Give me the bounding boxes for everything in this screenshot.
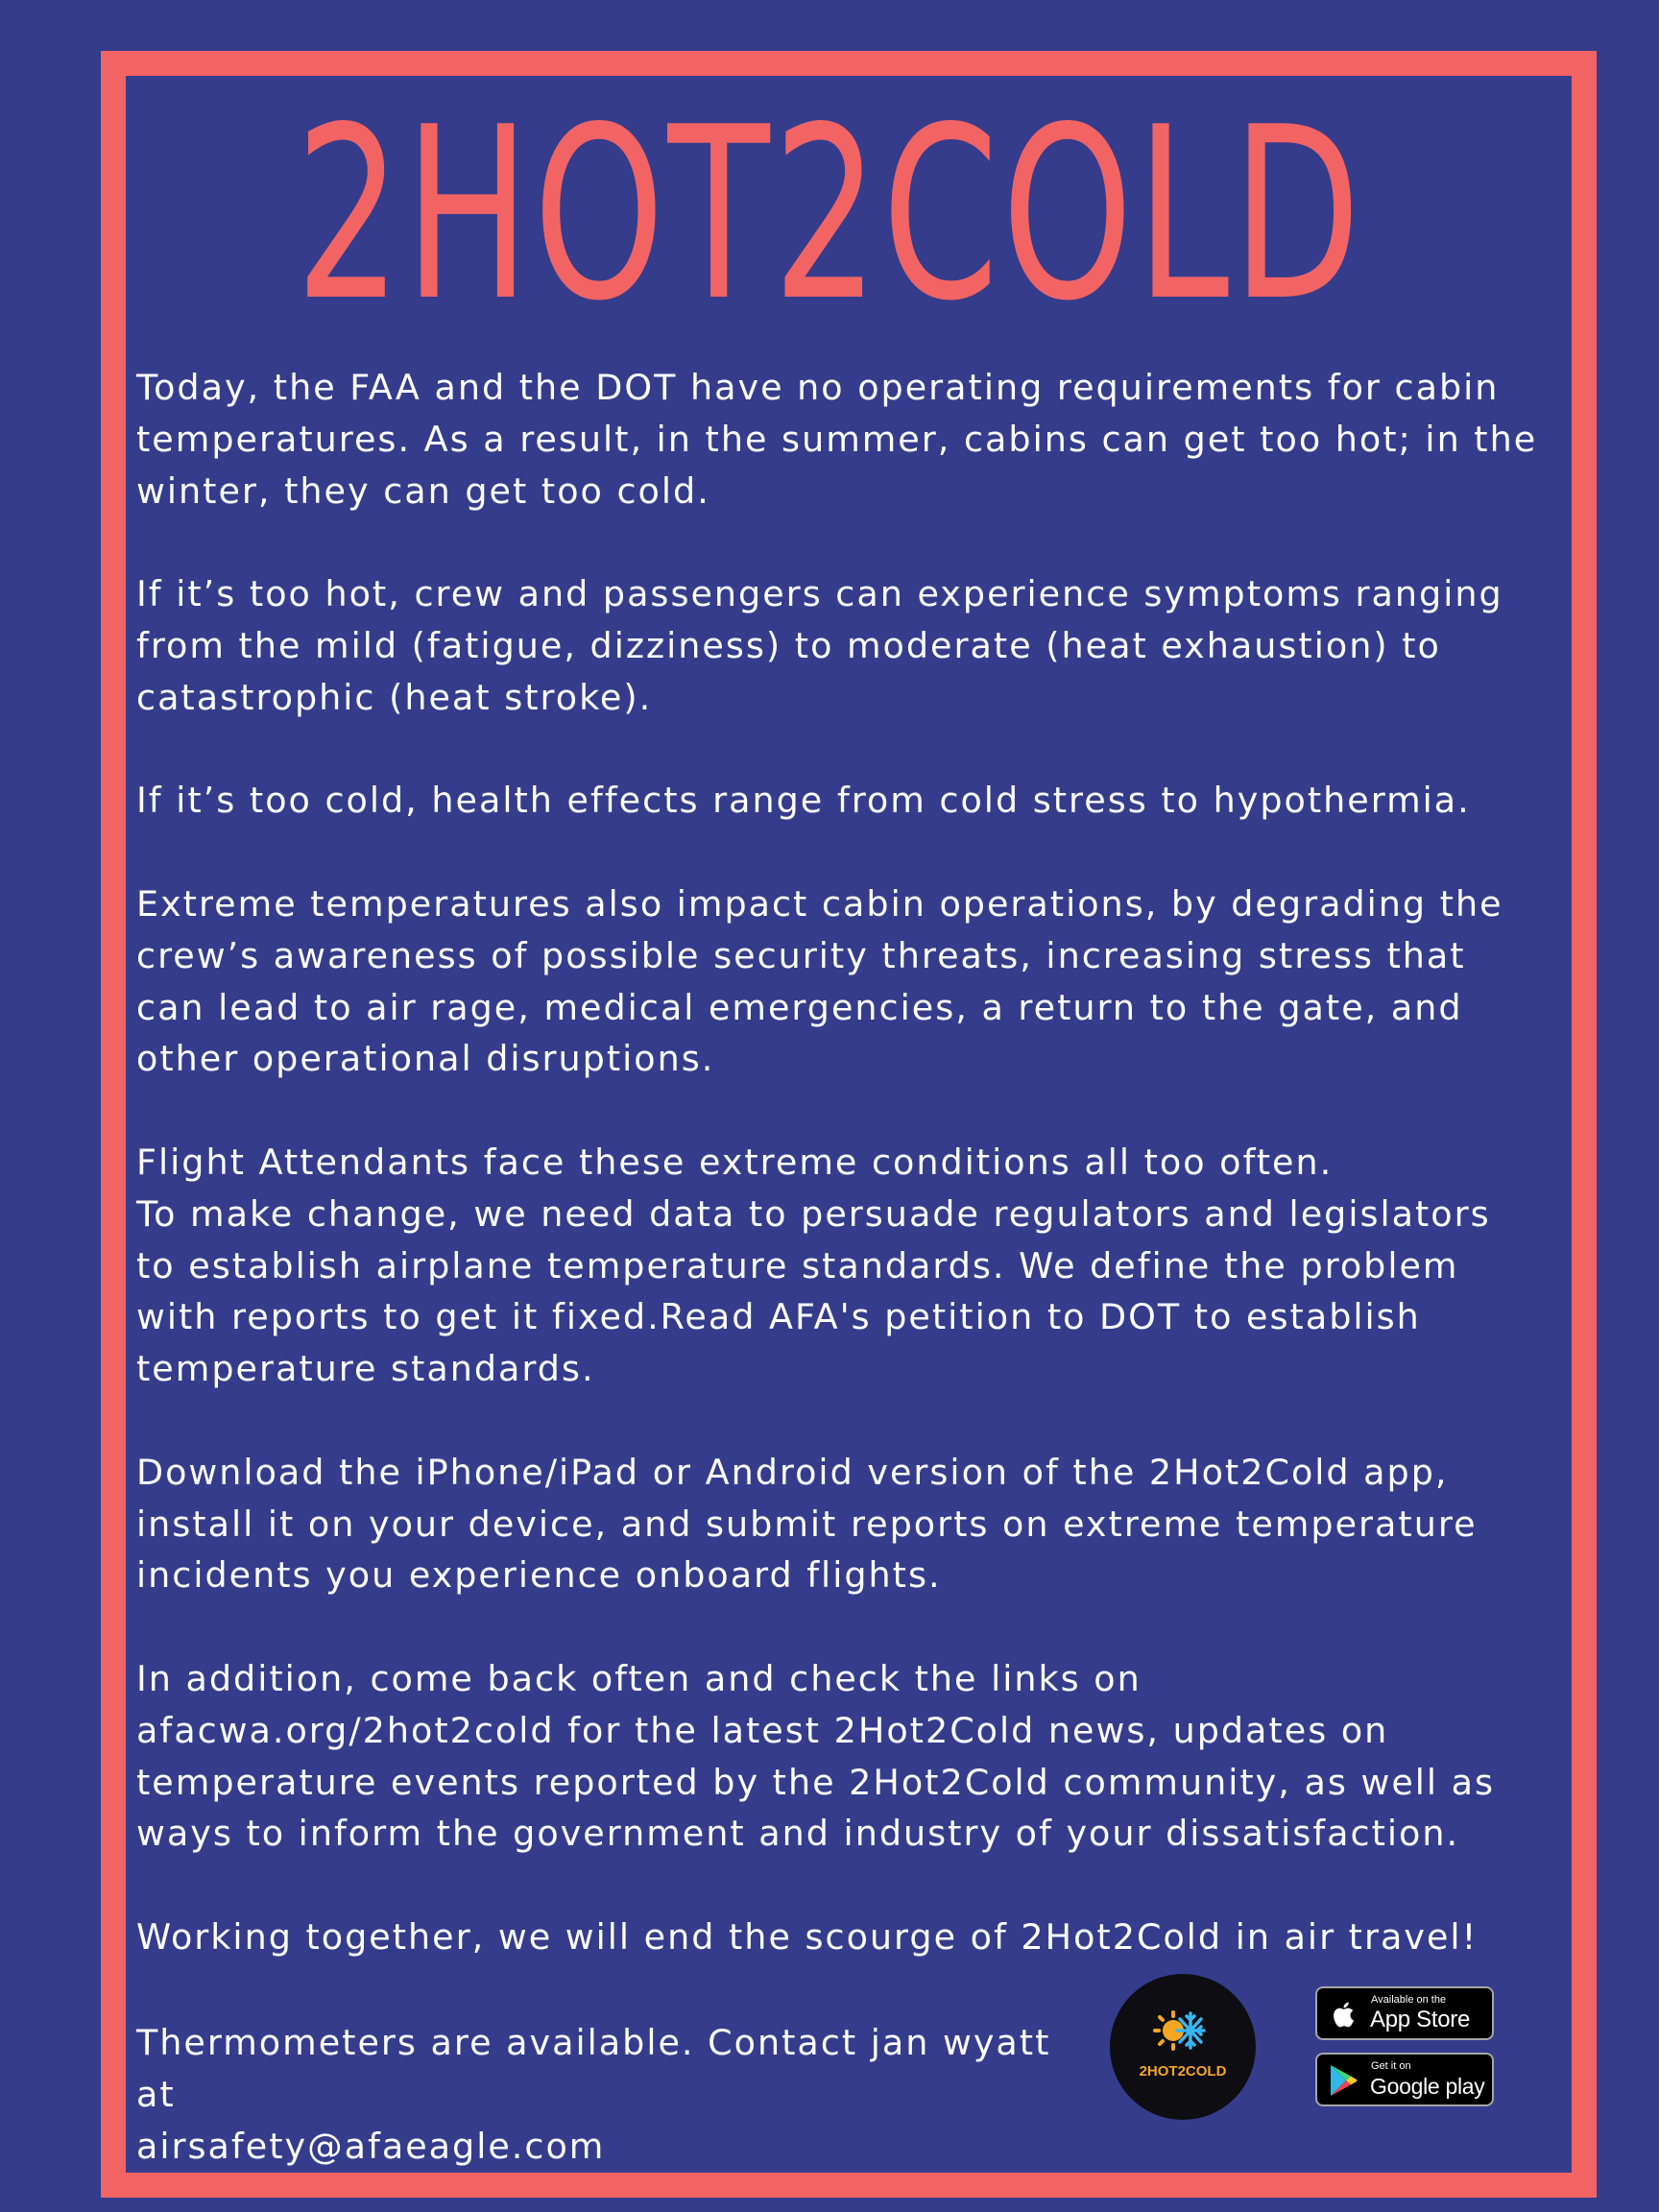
app-store-big-text: App Store: [1370, 2007, 1471, 2032]
google-play-small-text: Get it on: [1371, 2060, 1411, 2072]
google-play-badge[interactable]: [1315, 2053, 1494, 2106]
contact-info: [136, 2017, 1096, 2172]
paragraph-too-hot: If it’s too hot, crew and passengers can experience symptoms ranging from the mild (fatigue, dizziness) to moderate (heat exhaustion) to catastrophic (heat stroke).: [136, 573, 1503, 718]
paragraph-flight-attendants: Flight Attendants face these extreme conditions all too often.: [136, 1141, 1334, 1183]
app-logo: [1110, 1974, 1256, 2120]
contact-email[interactable]: airsafety@afaeagle.com: [136, 2125, 606, 2167]
sun-snowflake-icon: [1110, 1974, 1256, 2120]
app-store-small-text: Available on the: [1371, 1994, 1447, 2006]
poster-title: 2HOT2COLD: [295, 77, 1364, 353]
paragraph-come-back: In addition, come back often and check the links on afacwa.org/2hot2cold for the latest 2Hot2Cold news, updates on temperature events reported by the 2Hot2Cold community, as well as ways to inform the government and industry of your dissatisfaction.: [136, 1657, 1496, 1855]
paragraph-operations: Extreme temperatures also impact cabin operations, by degrading the crew’s awareness of possible security threats, increasing stress that can lead to air rage, medical emergencies, a return to the gate, and other operational disruptions.: [136, 882, 1503, 1080]
google-play-big-text: Google play: [1370, 2074, 1485, 2099]
paragraph-intro: Today, the FAA and the DOT have no operating requirements for cabin temperatures. As a result, in the summer, cabins can get too hot; in the winter, they can get too cold.: [136, 367, 1538, 512]
paragraph-download: Download the iPhone/iPad or Android version of the 2Hot2Cold app, install it on your device, and submit reports on extreme temperature incidents you experience onboard flights.: [136, 1451, 1478, 1597]
paragraph-too-cold: If it’s too cold, health effects range from cold stress to hypothermia.: [136, 780, 1471, 822]
paragraph-working-together: Working together, we will end the scourge of 2Hot2Cold in air travel!: [136, 1915, 1479, 1958]
app-logo-label: 2HOT2COLD: [1139, 2063, 1227, 2080]
play-triangle-icon: [1327, 2063, 1359, 2098]
paragraph-make-change: To make change, we need data to persuade regulators and legislators to establish airplane temperature standards. We define the problem with reports to get it fixed.Read AFA's petition to DOT to establish temperature standards.: [136, 1192, 1491, 1390]
app-store-badge[interactable]: [1315, 1986, 1494, 2040]
body-text: [136, 362, 1538, 2015]
snowflake-icon: [1177, 2013, 1204, 2048]
apple-icon: [1327, 1997, 1361, 2032]
contact-line: Thermometers are available. Contact jan wyatt at: [136, 2022, 1051, 2115]
